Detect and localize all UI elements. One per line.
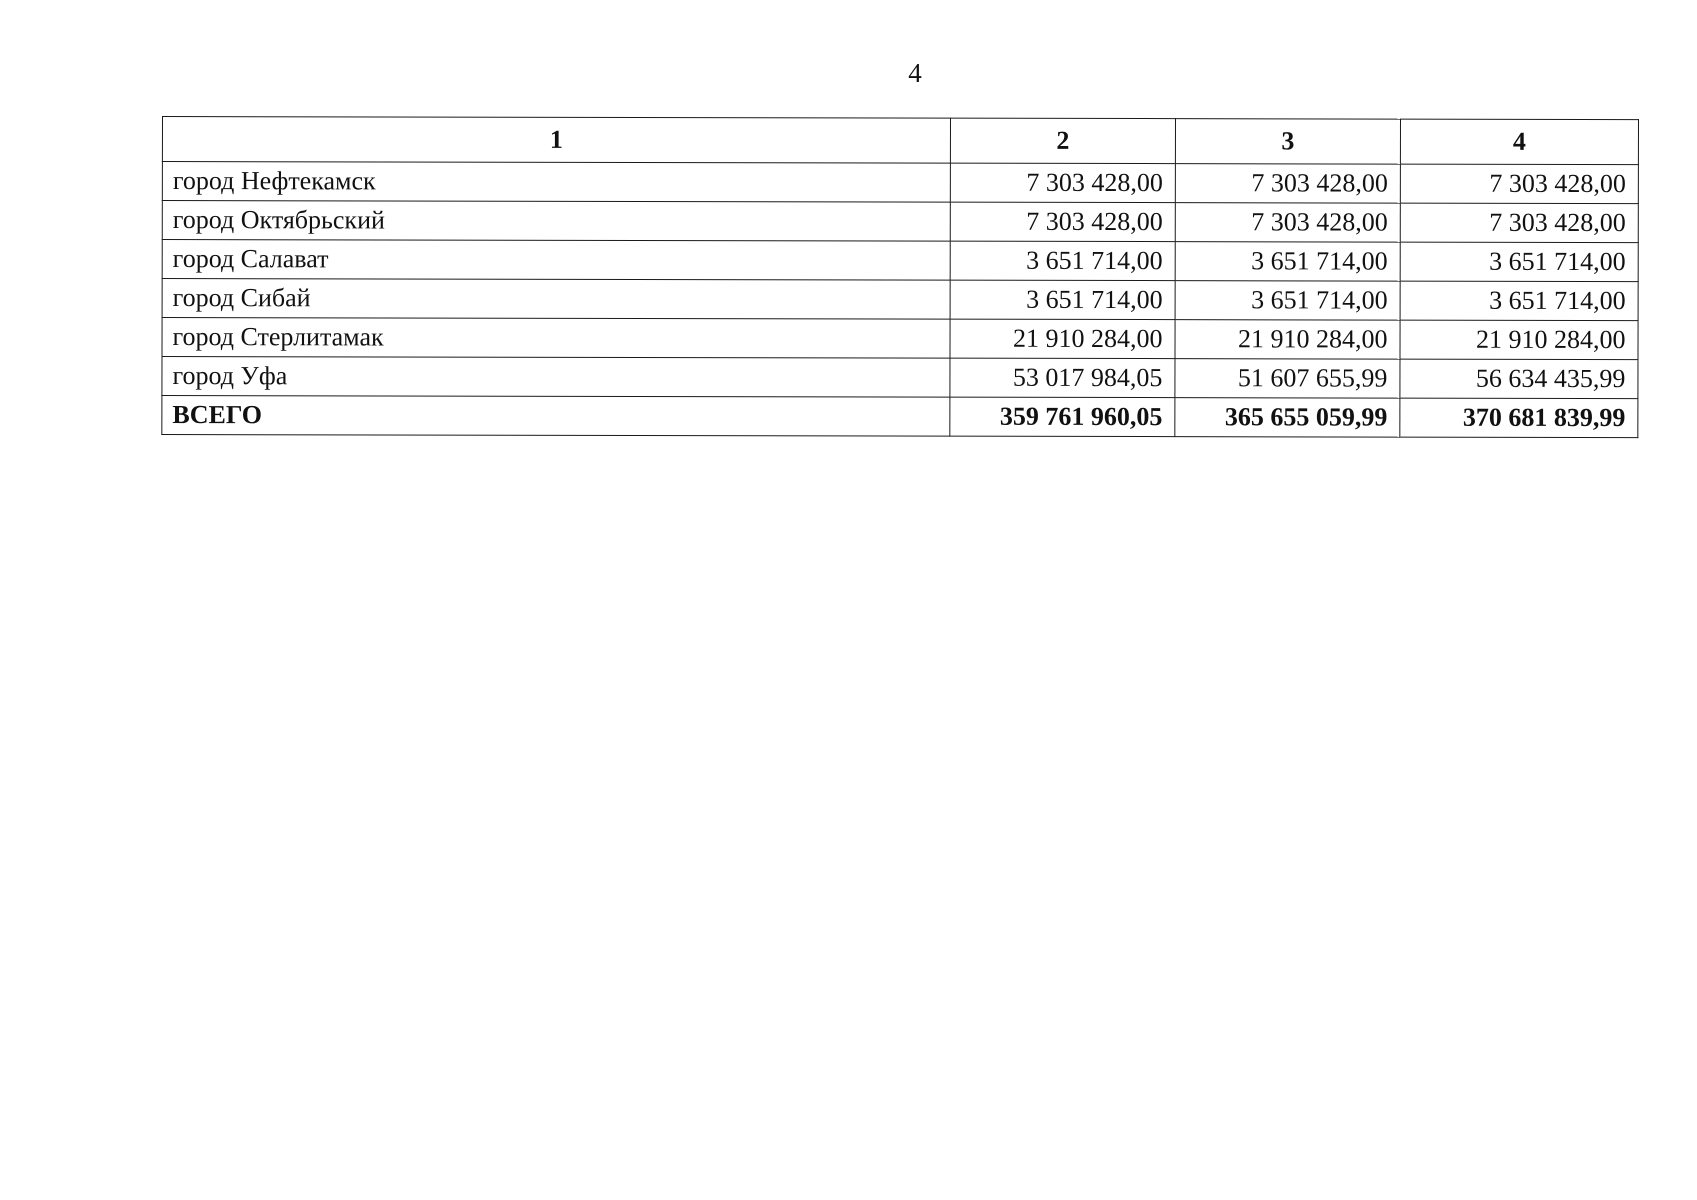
row-value-col3: 7 303 428,00 <box>1175 203 1400 242</box>
row-value-col2: 53 017 984,05 <box>950 358 1175 397</box>
row-value-col2: 3 651 714,00 <box>950 241 1175 280</box>
row-value-col2: 7 303 428,00 <box>950 202 1175 241</box>
total-value-col3: 365 655 059,99 <box>1175 398 1400 437</box>
row-name: город Октябрьский <box>162 201 950 242</box>
budget-table <box>161 116 1639 438</box>
column-header-4: 4 <box>1400 119 1638 164</box>
row-name: город Нефтекамск <box>162 162 950 203</box>
table-row <box>162 162 1638 204</box>
table-header-row <box>162 117 1638 165</box>
table-row <box>162 279 1638 321</box>
total-value-col4: 370 681 839,99 <box>1400 398 1638 437</box>
table-row <box>162 201 1638 243</box>
row-name: город Уфа <box>162 357 950 398</box>
table-row <box>162 318 1638 360</box>
row-value-col3: 21 910 284,00 <box>1175 320 1400 359</box>
table-row <box>162 240 1638 282</box>
row-value-col4: 3 651 714,00 <box>1400 242 1638 281</box>
column-header-3: 3 <box>1175 119 1400 164</box>
row-value-col3: 51 607 655,99 <box>1175 359 1400 398</box>
row-value-col4: 3 651 714,00 <box>1400 281 1638 320</box>
row-value-col3: 7 303 428,00 <box>1175 164 1400 203</box>
row-name: город Сибай <box>162 279 950 320</box>
row-value-col2: 3 651 714,00 <box>950 280 1175 319</box>
column-header-1: 1 <box>162 117 950 164</box>
row-value-col3: 3 651 714,00 <box>1175 242 1400 281</box>
total-value-col2: 359 761 960,05 <box>950 397 1175 436</box>
total-row <box>162 396 1638 438</box>
row-value-col4: 7 303 428,00 <box>1400 203 1638 242</box>
row-name: город Салават <box>162 240 950 281</box>
total-label: ВСЕГО <box>162 396 950 437</box>
row-name: город Стерлитамак <box>162 318 950 359</box>
column-header-2: 2 <box>950 118 1175 163</box>
page-number: 4 <box>908 58 922 88</box>
table-row <box>162 357 1638 399</box>
row-value-col4: 7 303 428,00 <box>1400 164 1638 203</box>
row-value-col2: 7 303 428,00 <box>950 163 1175 202</box>
row-value-col3: 3 651 714,00 <box>1175 281 1400 320</box>
row-value-col4: 56 634 435,99 <box>1400 359 1638 398</box>
row-value-col2: 21 910 284,00 <box>950 319 1175 358</box>
row-value-col4: 21 910 284,00 <box>1400 320 1638 359</box>
